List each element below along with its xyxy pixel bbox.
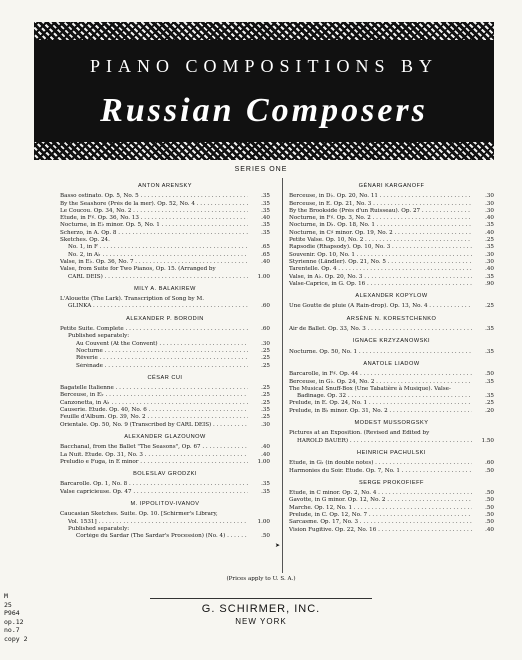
listing-text: Caucasian Sketches. Suite. Op. 10. [Schirmer's Library, — [60, 511, 218, 518]
price-note: (Prices apply to U. S. A.) — [226, 576, 296, 582]
listing-title: Vision Fugitive. Op. 22, No. 16 . . . — [289, 527, 472, 534]
listing-price: .25 — [261, 355, 270, 362]
listing-title: No. 2, in A♭ . . . — [68, 252, 248, 259]
listing-price: .25 — [261, 392, 270, 399]
listing-row — [289, 230, 494, 237]
listing-price: .35 — [261, 200, 270, 207]
listing-title: Valse, in E♭. Op. 36, No. 7 . . . — [60, 259, 248, 266]
listing-title: Au Couvent (At the Convent) . . . — [76, 341, 248, 348]
listing-title: Prelude, in B♭ minor. Op. 31, No. 2 . . . — [289, 408, 472, 415]
listing-row — [60, 355, 270, 362]
composer-heading: GÉNARI KARGANOFF — [358, 183, 425, 189]
listing-price: .35 — [261, 229, 270, 236]
listing-title: By the Seashore (Près de la mer). Op. 52, No. 4 . . . — [60, 201, 248, 208]
listing-row — [289, 393, 494, 400]
listing-price: .35 — [261, 407, 270, 414]
banner-title-line2: Russian Composers — [100, 92, 428, 129]
listing-title: La Nuit. Étude. Op. 31, No. 3 . . . — [60, 452, 248, 459]
composer-heading: HEINRICH PACHULSKI — [357, 449, 426, 456]
listing-row — [289, 497, 494, 504]
listing-title: GLINKA . . . — [68, 303, 248, 310]
listing-price: .50 — [485, 511, 494, 518]
listing-title: Badinage. Op. 32 . . . — [297, 393, 472, 400]
listing-text: Valse, from Suite for Two Pianos, Op. 15. (Arranged by — [60, 266, 216, 273]
composer-heading: ARSÈNE N. KORESTCHENKO — [346, 315, 437, 322]
listing-row — [60, 452, 270, 459]
listing-row — [289, 519, 494, 526]
listing-row — [60, 230, 270, 237]
composer-heading: ALEXANDER GLAZOUNOW — [124, 433, 206, 440]
listing-title: Cortège du Sardar (The Sardar's Procession) (No. 4) . . . — [76, 533, 248, 540]
listing-row — [60, 459, 270, 466]
listing-price: .35 — [485, 273, 494, 280]
listing-price: .25 — [485, 303, 494, 310]
listing-price: .35 — [261, 481, 270, 488]
pointer-arrow-icon: ➤ — [275, 542, 281, 549]
listing-title: Sérénade . . . — [76, 363, 248, 370]
listing-price: .30 — [261, 340, 270, 347]
listing-title: Tarentelle. Op. 4 . . . — [289, 266, 472, 273]
listing-title: Rapsodie (Rhapsody). Op. 10, No. 3 . . . — [289, 244, 472, 251]
call-number-line: no.7 — [4, 626, 20, 635]
listing-title: Berceuse, in E. Op. 21, No. 3 . . . — [289, 201, 472, 208]
listing-price: .90 — [485, 280, 494, 287]
listing-title: Basso ostinato. Op. 5, No. 5 . . . — [60, 193, 248, 200]
listing-price: .25 — [261, 347, 270, 354]
publisher-name: G. SCHIRMER, INC. — [201, 603, 321, 615]
listing-row — [289, 371, 494, 378]
listing-price: .50 — [261, 533, 270, 540]
composer-heading: M. IPPOLITOV-IVANOV — [130, 500, 200, 507]
listing-price: .50 — [485, 504, 494, 511]
listing-row — [289, 281, 494, 288]
series-heading: SERIES ONE — [234, 166, 288, 173]
listing-title: Preludio e Fuga, in E minor . . . — [60, 459, 248, 466]
listing-row — [289, 349, 494, 356]
composer-heading: MILY A. BALAKIREW — [134, 285, 196, 292]
listing-row — [289, 237, 494, 244]
listing-price: .40 — [261, 215, 270, 222]
left-column — [60, 178, 270, 540]
listing-row — [60, 363, 270, 370]
listing-row — [289, 201, 494, 208]
listing-title: Harmonies du Soir. Étude. Op. 7, No. 1 . . . — [289, 468, 472, 475]
listing-price: .40 — [261, 451, 270, 458]
listing-price: .25 — [261, 399, 270, 406]
listing-title: Berceuse, in D♭. Op. 20, No. 11 . . . — [289, 193, 472, 200]
listing-title: Scherzo, in A. Op. 8 . . . — [60, 230, 248, 237]
publisher-city: NEW YORK — [235, 617, 287, 626]
listing-title: Nocturne, in D♭. Op. 18, No. 1 . . . — [289, 222, 472, 229]
listing-title: Prelude, in E. Op. 24, No. 1 . . . — [289, 400, 472, 407]
listing-price: .30 — [485, 200, 494, 207]
listing-title: Nocturne, in C♯ minor. Op. 19, No. 2 . . . — [289, 230, 472, 237]
listing-price: .35 — [485, 348, 494, 355]
composer-heading: ALEXANDER P. BORODIN — [126, 315, 204, 322]
listing-row — [289, 259, 494, 266]
listing-price: .35 — [485, 244, 494, 251]
listing-row — [289, 244, 494, 251]
listing-price: .35 — [485, 378, 494, 385]
listing-row — [60, 533, 270, 540]
listing-price: .25 — [261, 362, 270, 369]
listing-price: .30 — [261, 421, 270, 428]
listing-price: .50 — [485, 519, 494, 526]
listing-price: .60 — [261, 303, 270, 310]
listing-price: 1.00 — [257, 458, 270, 465]
listing-title: CARL DEIS) . . . — [68, 274, 248, 281]
listing-row — [60, 407, 270, 414]
listing-title: Étude, in C minor. Op. 2, No. 4 . . . — [289, 490, 472, 497]
listing-title: Nocturne . . . — [76, 348, 248, 355]
listing-row — [289, 266, 494, 273]
listing-row — [60, 222, 270, 229]
listing-price: .60 — [485, 460, 494, 467]
listing-title: Sarcasme. Op. 17, No. 3 . . . — [289, 519, 472, 526]
listing-price: .40 — [485, 266, 494, 273]
composer-heading: IGNACE KRZYZANOWSKI — [352, 338, 431, 345]
listing-price: .30 — [485, 207, 494, 214]
call-number-line: copy 2 — [4, 634, 28, 643]
composer-heading: BOLESLAV GRODZKI — [133, 471, 197, 478]
listing-title: Air de Ballet. Op. 33, No. 3 . . . — [289, 326, 472, 333]
listing-price: .30 — [485, 258, 494, 265]
listing-price: .50 — [485, 497, 494, 504]
listing-price: 1.00 — [257, 518, 270, 525]
listing-row — [289, 252, 494, 259]
listing-title: Barcarolle. Op. 1, No. 8 . . . — [60, 481, 248, 488]
listing-title: By the Brookside (Près d'un Ruisseau). Op. 27 . . . — [289, 208, 472, 215]
listing-row — [60, 326, 270, 333]
call-number-line: M — [4, 592, 8, 600]
listing-row — [289, 274, 494, 281]
listing-title: Canzonetta, in A♭ . . . — [60, 400, 248, 407]
listing-title: Berceuse, in E♭ . . . — [60, 392, 248, 399]
listing-title: Nocturne. Op. 50, No. 1 . . . — [289, 349, 472, 356]
listing-title: No. 1, in F . . . — [68, 244, 248, 251]
listing-price: .40 — [485, 215, 494, 222]
listing-title: HAROLD BAUER) . . . — [297, 438, 472, 445]
listing-title: Orientale. Op. 50, No. 9 (Transcribed by CARL DEIS) . . . — [60, 422, 248, 429]
listing-row — [289, 438, 494, 445]
listing-row — [289, 326, 494, 333]
listing-row — [60, 519, 270, 526]
listing-row — [60, 244, 270, 251]
composer-heading: ANATOLE LIADOW — [363, 360, 420, 367]
listing-title: Petite Valse. Op. 10, No. 2 . . . — [289, 237, 472, 244]
listing-row — [289, 222, 494, 229]
listing-row — [289, 193, 494, 200]
listing-price: .25 — [261, 385, 270, 392]
listing-row — [60, 303, 270, 310]
listing-title: Étude, in F♯. Op. 36, No. 13 . . . — [60, 215, 248, 222]
composer-heading: ANTON ARENSKY — [138, 183, 192, 189]
listing-text: Published separately: — [68, 333, 130, 340]
listing-row — [60, 400, 270, 407]
listing-title: Bagatelle Italienne . . . — [60, 385, 248, 392]
listing-row — [60, 193, 270, 200]
listing-title: Nocturne, in F♯. Op. 3, No. 2 . . . — [289, 215, 472, 222]
listing-price: .35 — [485, 326, 494, 333]
listing-row — [289, 379, 494, 386]
listing-row — [60, 348, 270, 355]
publisher-block — [150, 598, 372, 626]
listing-price: .35 — [485, 393, 494, 400]
listing-row — [60, 489, 270, 496]
listing-row — [60, 444, 270, 451]
listing-title: Valse, in A♭. Op. 20, No. 3 . . . — [289, 274, 472, 281]
composer-heading: MODEST MUSSORGSKY — [354, 420, 429, 427]
listing-title: Valse-Caprice, in G. Op. 16 . . . — [289, 281, 472, 288]
listing-title: Barcarolle, in F♯. Op. 44 . . . — [289, 371, 472, 378]
listing-title: Vol. 1531] . . . — [68, 519, 248, 526]
listing-price: .40 — [261, 444, 270, 451]
listing-price: .50 — [485, 490, 494, 497]
listing-text: Published separately: — [68, 525, 130, 532]
composer-heading: SERGE PROKOFIEFF — [359, 479, 424, 486]
listing-row — [289, 505, 494, 512]
listing-text: The Musical Snuff-Box (Une Tabatière à Musique). Valse- — [289, 385, 451, 392]
call-number-line: 25 — [4, 600, 12, 609]
listing-row — [289, 215, 494, 222]
listing-title: Styrienne (Ländler). Op. 21, No. 5 . . . — [289, 259, 472, 266]
listing-row — [60, 392, 270, 399]
listing-title: Petite Suite. Complete . . . — [60, 326, 248, 333]
listing-price: 1.50 — [481, 437, 494, 444]
listing-row — [60, 274, 270, 281]
listing-row — [289, 490, 494, 497]
call-number-line: op.12 — [4, 617, 24, 626]
listing-price: .25 — [485, 400, 494, 407]
banner-border-top — [34, 22, 494, 40]
listing-price: .25 — [261, 414, 270, 421]
listing-title: Berceuse, in G♭. Op. 24, No. 2 . . . — [289, 379, 472, 386]
listing-title: Le Coucou. Op. 34, No. 2 . . . — [60, 208, 248, 215]
listing-title: Une Goutte de pluie (A Rain-drop). Op. 13, No. 4 . . . — [289, 303, 472, 310]
listing-row — [289, 468, 494, 475]
listing-row — [289, 303, 494, 310]
listing-price: .65 — [261, 251, 270, 258]
listing-row — [289, 408, 494, 415]
call-number-line: P964 — [4, 609, 20, 618]
listing-price: .50 — [485, 467, 494, 474]
listing-row — [60, 208, 270, 215]
listing-price: .60 — [261, 326, 270, 333]
listing-row — [60, 414, 270, 421]
listing-price: .65 — [261, 244, 270, 251]
listing-text: Sketches. Op. 24. — [60, 237, 110, 244]
listing-price: .20 — [485, 407, 494, 414]
listing-row — [60, 215, 270, 222]
right-column — [282, 178, 494, 573]
listing-title: Bacchanal, from the Ballet "The Seasons", Op. 67 . . . — [60, 444, 248, 451]
listing-row — [60, 252, 270, 259]
composer-heading: ALEXANDER KOPYLOW — [355, 293, 428, 300]
listing-title: Souvenir. Op. 10, No. 1 . . . — [289, 252, 472, 259]
composer-heading: CÉSAR CUI — [147, 374, 183, 381]
listing-price: .35 — [261, 222, 270, 229]
listing-price: .30 — [485, 193, 494, 200]
listing-title: Prelude, in C. Op. 12, No. 7 . . . — [289, 512, 472, 519]
listing-price: .35 — [261, 193, 270, 200]
listing-price: .35 — [485, 222, 494, 229]
listing-price: .35 — [261, 207, 270, 214]
listing-row — [289, 512, 494, 519]
listing-price: .50 — [485, 371, 494, 378]
listing-row — [60, 341, 270, 348]
listing-price: .40 — [485, 229, 494, 236]
listing-title: Nocturne, in E♭ minor. Op. 5, No. 1 . . . — [60, 222, 248, 229]
listing-row — [60, 481, 270, 488]
listing-price: .40 — [485, 526, 494, 533]
listing-title: Causerie. Étude. Op. 40, No. 6 . . . — [60, 407, 248, 414]
banner-border-bottom — [34, 142, 494, 160]
listing-text: L'Alouette (The Lark). Transcription of Song by M. — [60, 296, 204, 303]
listing-price: .40 — [261, 258, 270, 265]
listing-title: Rêverie . . . — [76, 355, 248, 362]
listing-row — [60, 385, 270, 392]
title-banner — [34, 22, 494, 160]
listing-price: .30 — [485, 251, 494, 258]
listing-row — [289, 400, 494, 407]
listing-row — [289, 208, 494, 215]
listing-row — [60, 422, 270, 429]
listing-title: Feuille d'Album. Op. 39, No. 2 . . . — [60, 414, 248, 421]
listing-row — [289, 460, 494, 467]
listing-title: Marche. Op. 12, No. 1 . . . — [289, 505, 472, 512]
call-number-stamp — [4, 592, 27, 644]
listing-text: Pictures at an Exposition. (Revised and Edited by — [289, 430, 430, 437]
listing-row — [60, 201, 270, 208]
listing-row — [289, 527, 494, 534]
listing-price: .25 — [485, 237, 494, 244]
listing-title: Valse capricieuse. Op. 47 . . . — [60, 489, 248, 496]
banner-title-line1: PIANO COMPOSITIONS BY — [89, 56, 439, 76]
listing-price: .35 — [261, 488, 270, 495]
listing-price: 1.00 — [257, 273, 270, 280]
listing-title: Étude, in G♭ (in double notes) . . . — [289, 460, 472, 467]
listing-title: Gavotte, in G minor. Op. 12, No. 2 . . . — [289, 497, 472, 504]
